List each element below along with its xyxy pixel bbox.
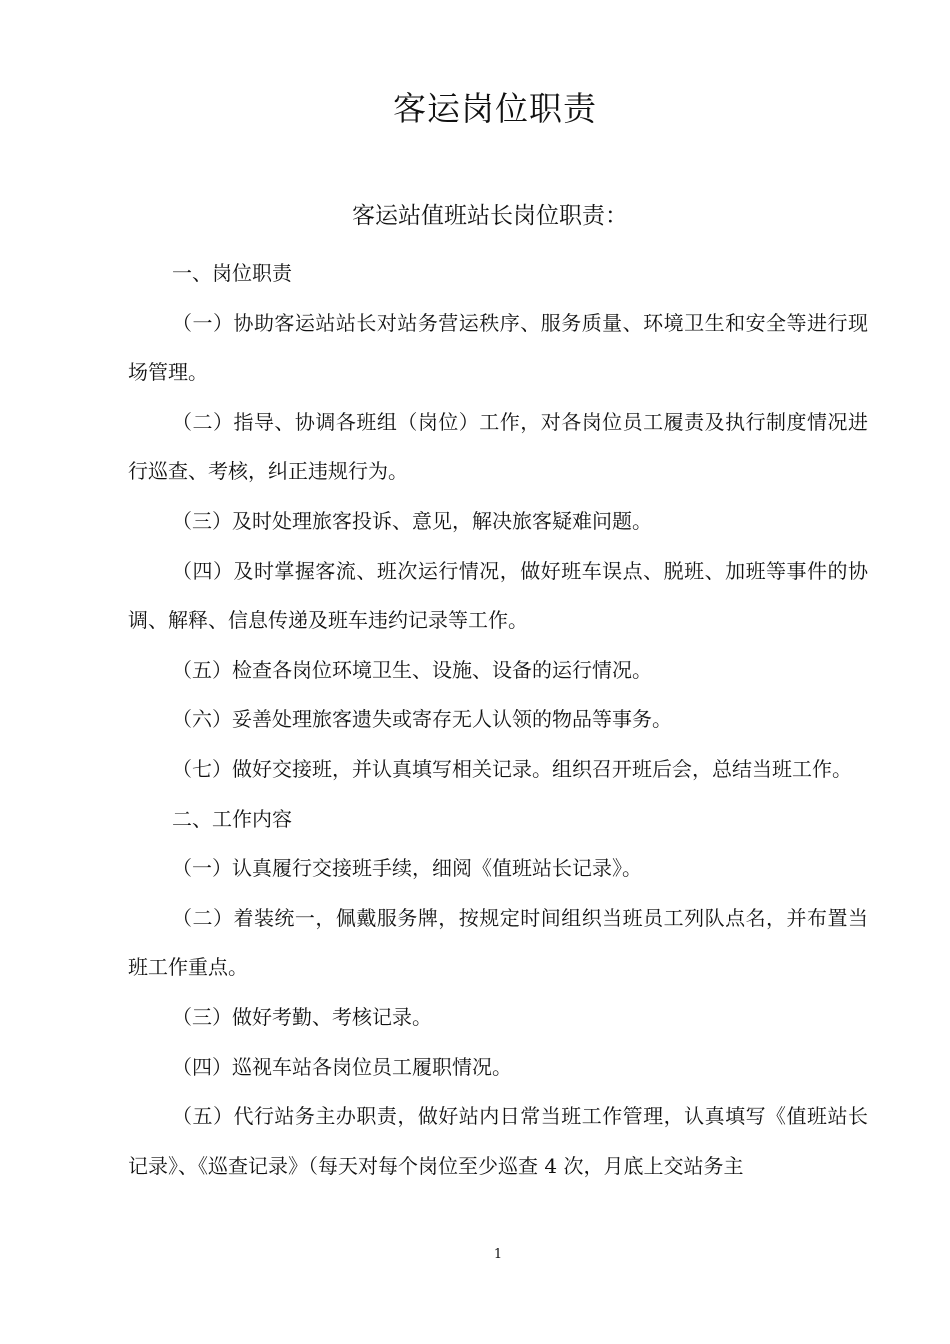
heading-work-content: 二、工作内容 <box>172 806 292 831</box>
page-number: 1 <box>493 1247 503 1262</box>
duty-item-6: （六）妥善处理旅客遗失或寄存无人认领的物品等事务。 <box>172 707 672 732</box>
duty-item-1: （一）协助客运站站长对站务营运秩序、服务质量、环境卫生和安全等进行现场管理。 <box>128 310 868 385</box>
duty-item-5: （五）检查各岗位环境卫生、设施、设备的运行情况。 <box>172 657 652 682</box>
section-title: 客运站值班站长岗位职责： <box>352 203 628 229</box>
work-item-5: （五）代行站务主办职责，做好站内日常当班工作管理，认真填写《值班站长记录》、《巡查记录》（每天对每个岗位至少巡查 4 次，月底上交站务主 <box>128 1104 868 1178</box>
work-item-3: （三）做好考勤、考核记录。 <box>172 1004 432 1029</box>
duty-item-3: （三）及时处理旅客投诉、意见，解决旅客疑难问题。 <box>172 508 652 533</box>
duty-item-2: （二）指导、协调各班组（岗位）工作，对各岗位员工履责及执行制度情况进行巡查、考核，纠正违规行为。 <box>128 409 868 484</box>
work-item-1: （一）认真履行交接班手续，细阅《值班站长记录》。 <box>172 856 642 881</box>
duty-item-7: （七）做好交接班，并认真填写相关记录。组织召开班后会，总结当班工作。 <box>172 756 852 781</box>
work-item-2: （二）着装统一，佩戴服务牌，按规定时间组织当班员工列队点名，并布置当班工作重点。 <box>128 905 868 980</box>
work-item-4: （四）巡视车站各岗位员工履职情况。 <box>172 1054 512 1079</box>
document-title: 客运岗位职责 <box>393 89 597 128</box>
document-body <box>128 249 868 1191</box>
heading-duties: 一、岗位职责 <box>172 261 292 285</box>
duty-item-4: （四）及时掌握客流、班次运行情况，做好班车误点、脱班、加班等事件的协调、解释、信息传递及班车违约记录等工作。 <box>128 558 868 633</box>
